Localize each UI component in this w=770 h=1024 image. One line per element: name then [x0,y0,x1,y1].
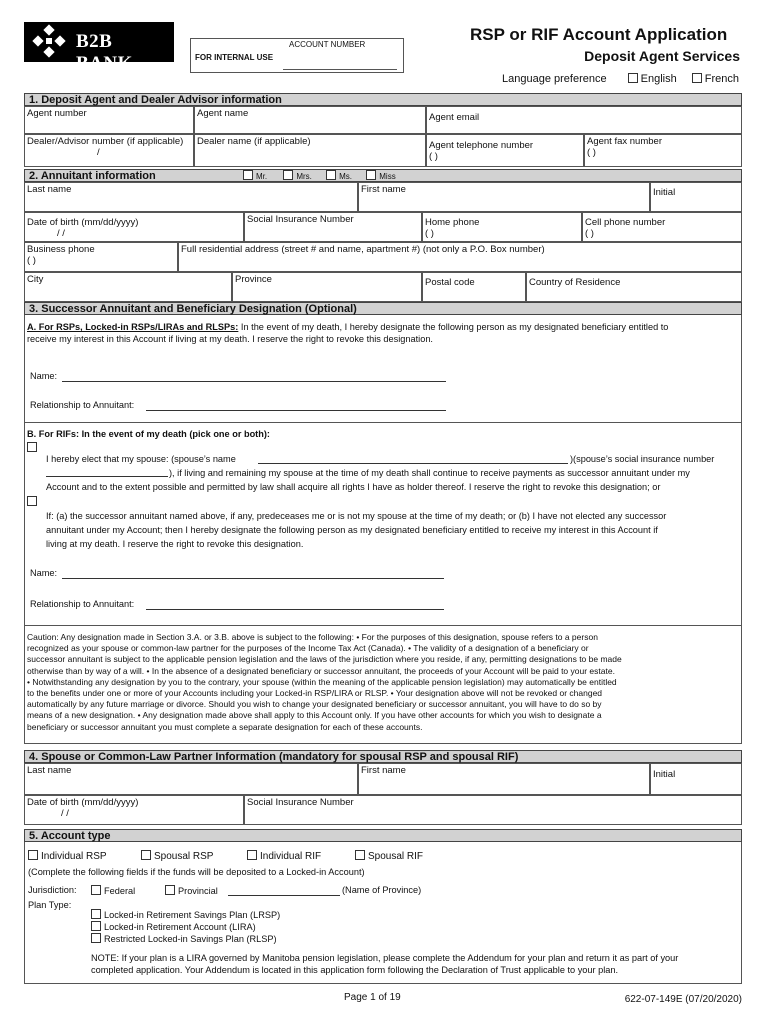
lrsp-checkbox[interactable] [91,909,101,919]
spousal-rsp-checkbox[interactable] [141,850,151,860]
dob-field[interactable] [24,212,244,242]
spouse-election-line-3: Account and to the extent possible and permitted by law shall acquire all rights I have as holder thereof. I reserve the right to revoke this designation; or [46,482,661,492]
agent-email-field[interactable] [426,106,742,134]
language-preference [502,73,739,85]
first-name-field[interactable] [358,182,650,212]
spouse-initial-field[interactable] [650,763,742,795]
spouse-successor-checkbox[interactable] [27,442,37,452]
home-phone-label: Home phone [425,217,480,228]
plan-type-label: Plan Type: [28,900,72,910]
first-name-label: First name [361,184,406,195]
spouse-first-name-field[interactable] [358,763,650,795]
section-3a-text-1: In the event of my death, I hereby designate the following person as my designated beneficiary entitled to [240,322,669,332]
address-label: Full residential address (street # and name, apartment #) (not only a P.O. Box number) [181,244,545,255]
lira-checkbox[interactable] [91,921,101,931]
last-name-label: Last name [27,184,72,195]
agent-fax-field[interactable] [584,134,742,167]
mrs-label: Mrs. [296,172,312,181]
fallback-line-1: If: (a) the successor annuitant named above, if any, predeceases me or is not my spouse at the time of my death; or (b) I have not elected any successor [46,511,667,521]
business-phone-field[interactable] [24,242,178,272]
spousal-rsp-option [141,850,213,862]
agent-number-field[interactable] [24,106,194,134]
last-name-field[interactable] [24,182,358,212]
logo-text: B2B BANK [76,31,133,74]
caution-line: beneficiary or successor annuitant you must complete a separate designation for each of these accounts. [27,721,423,732]
provincial-option [165,885,218,898]
dealer-name-label: Dealer name (if applicable) [197,136,311,147]
mrs-checkbox[interactable] [283,170,293,180]
spouse-dob-label: Date of birth (mm/dd/yyyy) [27,797,139,808]
account-number-field[interactable] [283,69,397,70]
agent-name-field[interactable] [194,106,426,134]
locked-in-note: (Complete the following fields if the funds will be deposited to a Locked-in Account) [28,867,365,877]
caution-line: automatically by any future marriage or divorce. Should you wish to change your designated beneficiary or successor annuitant, you will have to do so by [27,699,602,710]
section-4-header: 4. Spouse or Common-Law Partner Information (mandatory for spousal RSP and spousal RIF) [24,750,742,763]
dob-slashes: / / [57,228,65,239]
spouse-first-name-label: First name [361,765,406,776]
beneficiary-relationship-label: Relationship to Annuitant: [30,400,135,410]
b2b-bank-logo [24,22,174,74]
spouse-sin-input[interactable] [46,476,168,477]
caution-line: recognized as your spouse or common-law partner for the purposes of the Income Tax Act (Canada). • The validity of a designation of a beneficiary or [27,643,589,654]
lrsp-label: Locked-in Retirement Savings Plan (LRSP) [104,910,281,920]
spousal-rif-option [355,850,423,862]
federal-label: Federal [104,886,136,896]
spouse-last-name-label: Last name [27,765,72,776]
initial-label: Initial [653,187,676,198]
beneficiary-fallback-checkbox[interactable] [27,496,37,506]
spouse-sin-label-text: Social Insurance Number [247,797,354,808]
agent-name-label: Agent name [197,108,249,119]
federal-checkbox[interactable] [91,885,101,895]
business-phone-label: Business phone [27,244,95,255]
section-3a-text [27,322,739,345]
language-label: Language preference [502,73,607,85]
address-field[interactable] [178,242,742,272]
spousal-rif-checkbox[interactable] [355,850,365,860]
caution-text [27,632,741,733]
province-name-input[interactable] [228,895,340,896]
dob-label: Date of birth (mm/dd/yyyy) [27,217,139,228]
internal-use-label: FOR INTERNAL USE [195,53,274,62]
lira-label: Locked-in Retirement Account (LIRA) [104,922,256,932]
province-name-label: (Name of Province) [342,885,422,895]
country-field[interactable] [526,272,742,302]
caution-line: successor annuitant is subject to the applicable pension legislation and the laws of the jurisdiction where you reside, if any, permitting designations to be made [27,654,622,665]
spouse-initial-label: Initial [653,769,676,780]
form-subtitle: Deposit Agent Services [584,48,740,64]
spousal-rsp-label: Spousal RSP [154,851,214,862]
individual-rif-label: Individual RIF [260,851,322,862]
country-label: Country of Residence [529,277,621,288]
individual-rif-checkbox[interactable] [247,850,257,860]
fallback-line-2: annuitant under my Account; then I hereby designate the following person as my designated beneficiary entitled to receive my interest in this Account if [46,525,658,535]
jurisdiction-label: Jurisdiction: [28,885,77,895]
fallback-relationship-input[interactable] [146,609,444,610]
sin-label: Social Insurance Number [247,214,354,225]
fallback-line-3: living at my death. I reserve the right to revoke this designation. [46,539,304,549]
section-3-header: 3. Successor Annuitant and Beneficiary Designation (Optional) [24,302,742,315]
account-type-options [28,850,107,862]
postal-code-label: Postal code [425,277,475,288]
caution-line: to the benefits under one or more of your Accounts including your Locked-in RSP/LIRA or RLSP. • Your designation above will not be revoked or changed [27,688,603,699]
fallback-relationship-label: Relationship to Annuitant: [30,599,135,609]
caution-line: • Notwithstanding any designation by you to the contrary, your spouse (within the meaning of the applicable pension legislation) may automatically be entitled [27,676,617,687]
mr-checkbox[interactable] [243,170,253,180]
dealer-number-field[interactable] [24,134,194,167]
section-1-header: 1. Deposit Agent and Dealer Advisor information [24,93,742,106]
federal-option [91,885,135,898]
sin-field[interactable] [244,212,422,242]
spousal-rif-label: Spousal RIF [368,851,424,862]
english-label: English [640,73,677,85]
dealer-name-field[interactable] [194,134,426,167]
caution-line: Caution: Any designation made in Section 3.A. or 3.B. above is subject to the following: • For the purposes of this designation, spouse refers to a person [27,632,598,642]
form-title: RSP or RIF Account Application [470,25,728,44]
ms-label: Ms. [339,172,353,181]
dealer-number-slash: / [97,147,100,158]
account-number-box [190,38,404,73]
page-number: Page 1 of 19 [344,992,401,1003]
spouse-dob-field[interactable] [24,795,244,825]
province-field[interactable] [232,272,422,302]
dealer-number-label: Dealer/Advisor number (if applicable) [27,136,184,147]
cell-phone-field[interactable] [582,212,742,242]
miss-checkbox[interactable] [366,170,376,180]
spouse-election-line-2: ), if living and remaining my spouse at the time of my death shall continue to receive payments as successor annuitant under my [169,468,690,478]
postal-code-field[interactable] [422,272,526,302]
fallback-name-input[interactable] [62,578,444,579]
mr-label: Mr. [256,172,268,181]
province-label: Province [235,274,272,285]
agent-fax-paren: ( ) [587,147,596,158]
french-checkbox[interactable] [692,73,702,83]
agent-phone-label: Agent telephone number [429,140,534,151]
section-3a-text-2: receive my interest in this Account if living at my death. I reserve the right to revoke this designation. [27,333,433,344]
spouse-election-text-1: I hereby elect that my spouse: (spouse’s name [46,454,236,464]
english-checkbox[interactable] [628,73,638,83]
account-number-label: ACCOUNT NUMBER [289,40,366,49]
section-2-header [24,169,742,182]
home-phone-paren: ( ) [425,228,434,239]
cell-phone-label: Cell phone number [585,217,666,228]
form-code: 622-07-149E (07/20/2020) [624,994,742,1005]
plan-type-options [91,909,280,945]
spouse-election-line-1 [46,454,236,466]
section-3b-heading: B. For RIFs: In the event of my death (pick one or both): [27,429,270,439]
ms-checkbox[interactable] [326,170,336,180]
beneficiary-fallback-text [46,509,666,551]
beneficiary-name-label: Name: [30,371,58,381]
agent-fax-label: Agent fax number [587,136,662,147]
rlsp-label: Restricted Locked-in Savings Plan (RLSP) [104,934,277,944]
spouse-name-input[interactable] [258,463,568,464]
individual-rif-option [247,850,321,862]
city-field[interactable] [24,272,232,302]
french-label: French [704,73,740,85]
initial-field[interactable] [650,182,742,212]
caution-line: means of a new designation. • Any designation made above shall apply to this Account only. If you have other accounts for which you wish to designate a [27,710,602,721]
section-5-header: 5. Account type [24,829,742,842]
individual-rsp-checkbox[interactable] [28,850,38,860]
section-2-title: 2. Annuitant information [29,170,156,182]
agent-number-label: Agent number [27,108,87,119]
manitoba-note [91,953,678,976]
spouse-sin-label: )(spouse’s social insurance number [570,454,715,464]
individual-rsp-label: Individual RSP [41,851,107,862]
agent-phone-field[interactable] [426,134,584,167]
manitoba-note-line-1: NOTE: If your plan is a LIRA governed by Manitoba pension legislation, please complete the Addendum for your plan and return it as part of your [91,953,679,963]
miss-label: Miss [379,172,396,181]
city-label: City [27,274,44,285]
provincial-label: Provincial [178,886,218,896]
agent-email-label: Agent email [429,112,480,123]
spouse-dob-slashes: / / [61,808,69,819]
beneficiary-relationship-input[interactable] [146,410,446,411]
manitoba-note-line-2: completed application. Your Addendum is located in this application form following the Declaration of Trust applicable to your plan. [91,964,619,975]
section-3a-heading: A. For RSPs, Locked-in RSPs/LIRAs and RLSPs: [27,322,239,332]
business-phone-paren: ( ) [27,255,36,266]
spouse-last-name-field[interactable] [24,763,358,795]
fallback-name-label: Name: [30,568,58,578]
agent-phone-paren: ( ) [429,151,438,162]
bank-emblem-icon [28,22,72,62]
rlsp-checkbox[interactable] [91,933,101,943]
home-phone-field[interactable] [422,212,582,242]
spouse-sin-field[interactable] [244,795,742,825]
provincial-checkbox[interactable] [165,885,175,895]
beneficiary-name-input[interactable] [62,381,446,382]
caution-line: otherwise than by way of a will. • In the absence of a designated beneficiary or successor annuitant, the proceeds of your Account will be paid to your estate. [27,665,615,676]
cell-phone-paren: ( ) [585,228,594,239]
